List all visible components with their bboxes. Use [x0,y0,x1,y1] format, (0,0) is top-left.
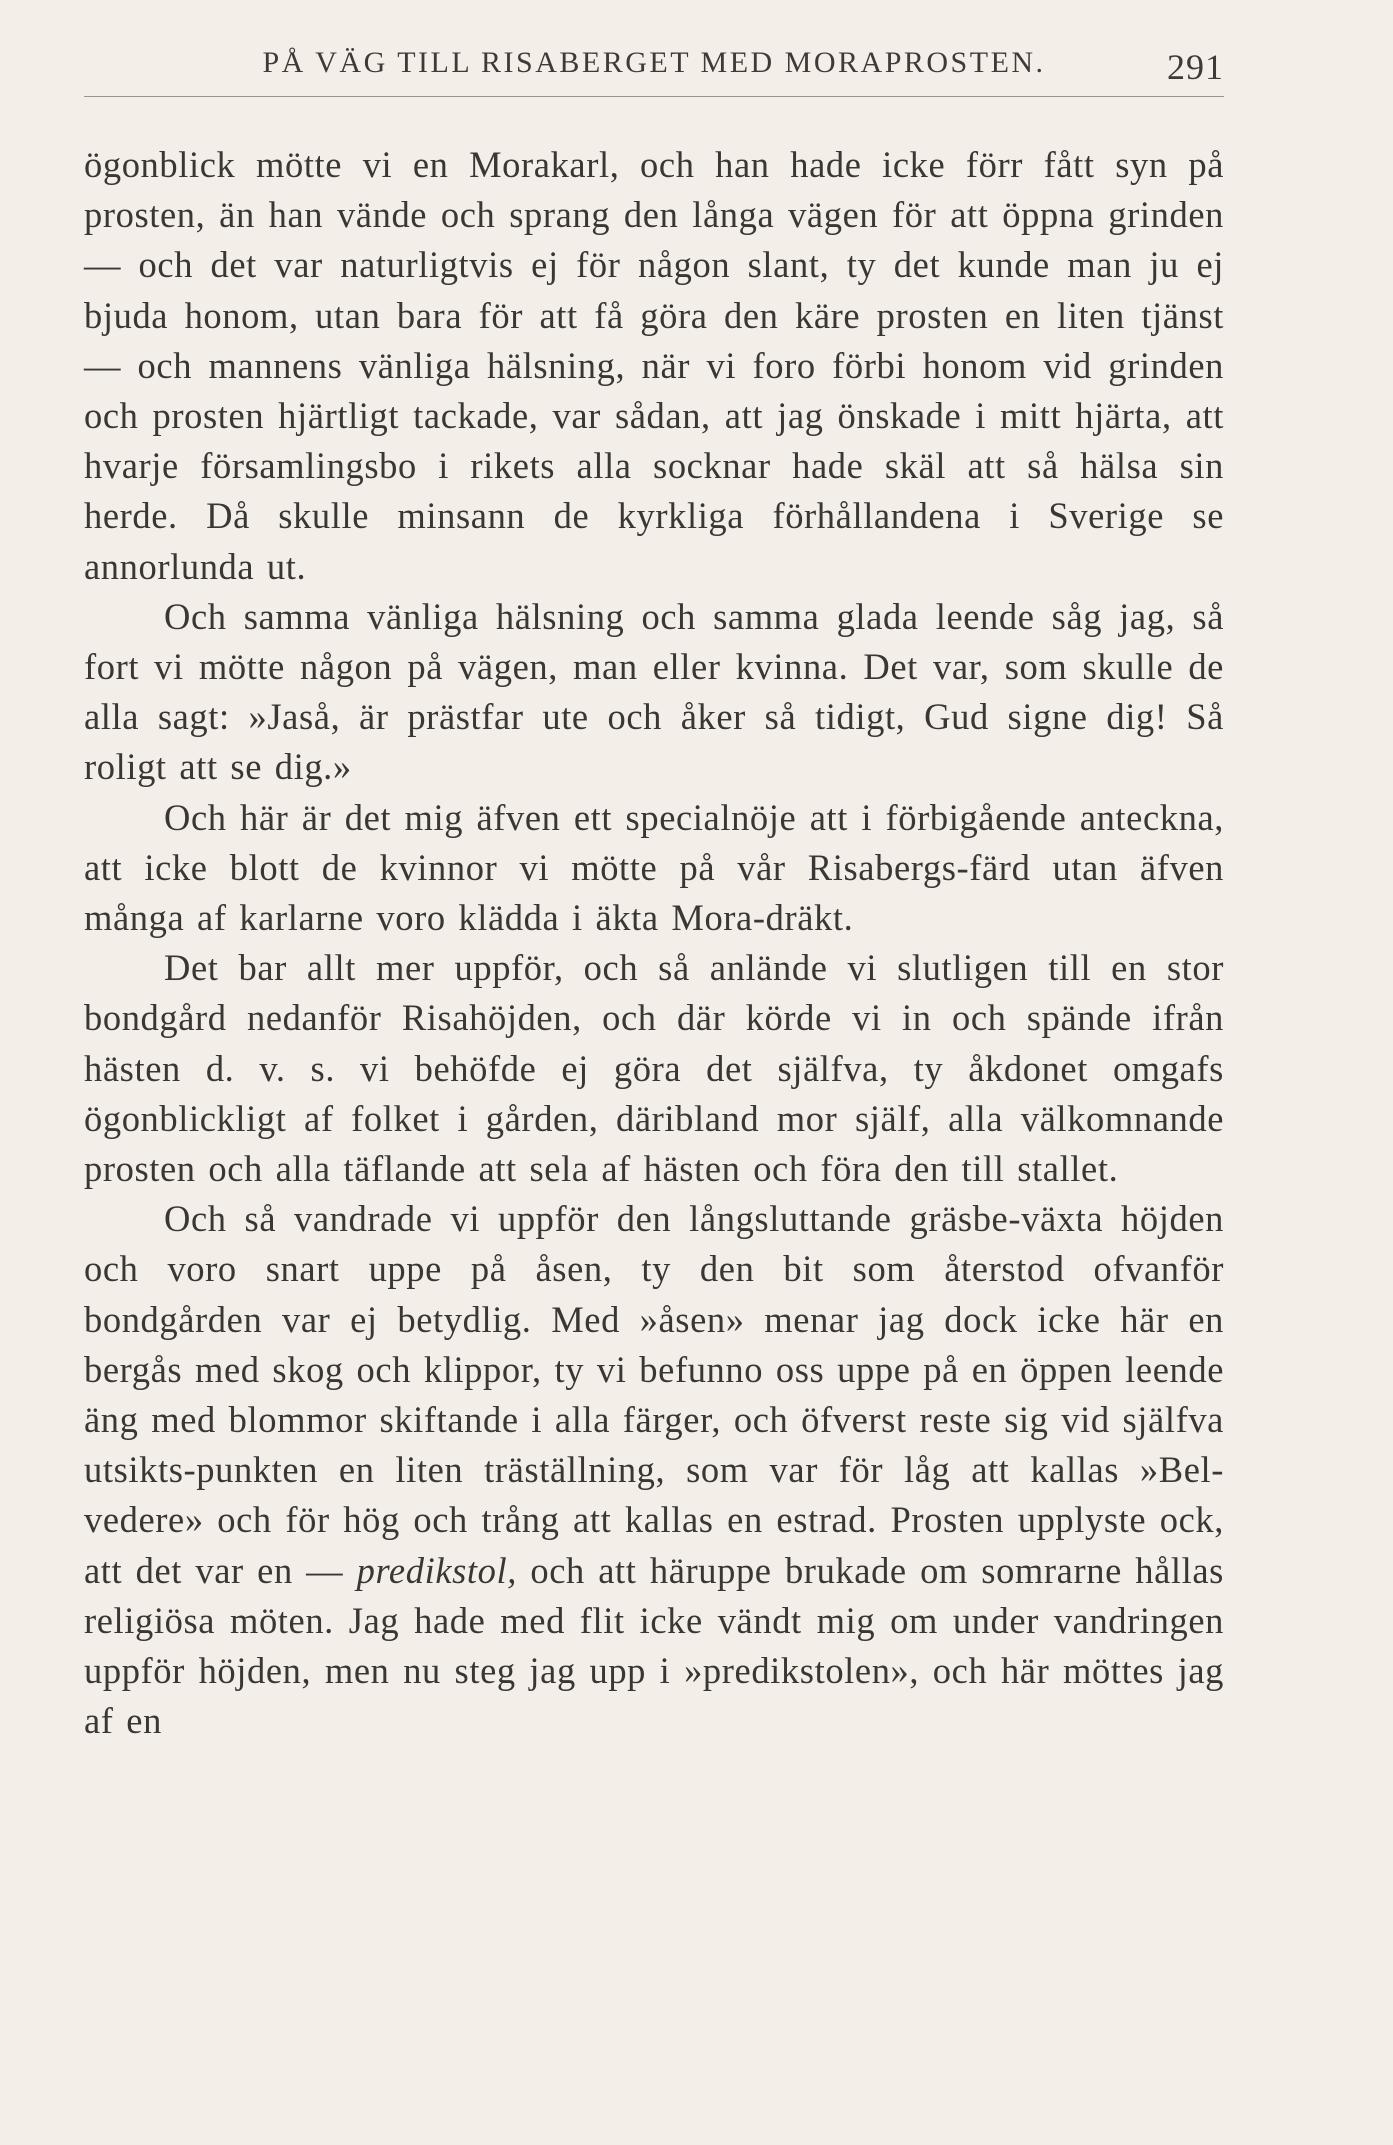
paragraph-mora-dress: Och här är det mig äfven ett specialnöje att i förbigående anteckna, att icke blott de kvinnor vi mötte på vår Risabergs-färd utan äfven många af karlarne voro klädda i äkta Mora-dräkt. [84,796,1224,939]
running-header [84,42,1224,92]
paragraph-text-after: och att häruppe brukade om somrarne hållas religiösa möten. Jag hade med flit icke vändt mig om under vandringen uppför höjden, men nu steg jag upp i »predikstolen», och här möttes jag af en [84,1549,1224,1742]
paragraph-greeting: Och samma vänliga hälsning och samma glada leende såg jag, så fort vi mötte någon på vägen, man eller kvinna. Det var, som skulle de alla sagt: »Jaså, är prästfar ute och åker så tidigt, Gud signe dig! Så roligt att se dig.» [84,595,1224,788]
paragraph-ridge-walk [84,1194,1224,1746]
italic-word-predikstol: predikstol, [356,1549,517,1591]
running-title: PÅ VÄG TILL RISABERGET MED MORAPROSTEN. [262,46,1046,79]
paragraph-farm-arrival: Det bar allt mer uppför, och så anlände vi slutligen till en stor bondgård nedanför Risahöjden, och där körde vi in och spände ifrån hästen d. v. s. vi behöfde ej göra det själfva, ty åkdonet omgafs ögonblickligt af folket i gården, däribland mor själf, alla välkomnande prosten och alla täflande att sela af hästen och föra den till stallet. [84,947,1224,1190]
paragraph-text-before: Och så vandrade vi uppför den långsluttande gräsbe-växta höjden och voro snart uppe på åsen, ty den bit som återstod ofvanför bondgården var ej betydlig. Med »åsen» menar jag dock icke här en bergås med skog och klippor, ty vi befunno oss uppe på en öppen leende äng med blommor skiftande i alla färger, och öfverst reste sig vid själfva utsikts-punkten en liten träställning, som var för låg att kallas »Bel-vedere» och för hög och trång att kallas en estrad. Prosten upplyste ock, att det var en — [84,1198,1224,1591]
header-rule [84,96,1224,97]
page-number: 291 [1167,47,1224,87]
body-text [84,140,1224,1747]
paragraph-continued: ögonblick mötte vi en Morakarl, och han hade icke förr fått syn på prosten, än han vände och sprang den långa vägen för att öppna grinden — och det var naturligtvis ej för någon slant, ty det kunde man ju ej bjuda honom, utan bara för att få göra den käre prosten en liten tjänst — och mannens vänliga hälsning, när vi foro förbi honom vid grinden och prosten hjärtligt tackade, var sådan, att jag önskade i mitt hjärta, att hvarje församlingsbo i rikets alla socknar hade skäl att så hälsa sin herde. Då skulle minsann de kyrkliga förhållandena i Sverige se annorlunda ut. [84,144,1224,587]
